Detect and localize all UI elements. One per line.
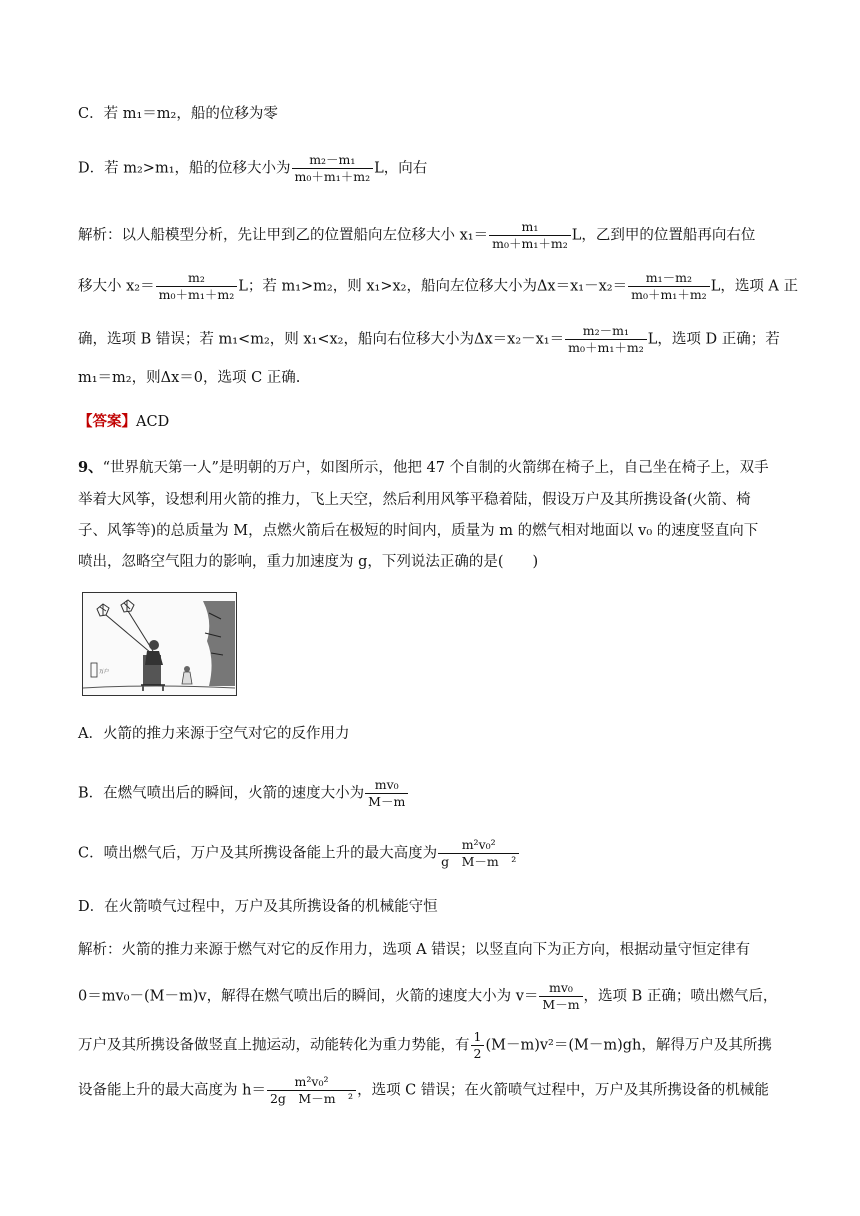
fraction: $\frac{\text{m₁}}{\text{m₀＋m₁＋m₂}}$ bbox=[489, 219, 571, 252]
option-a: A．火箭的推力来源于空气对它的反作用力 bbox=[78, 726, 350, 742]
analysis9-line-2: 0＝mv₀－(M－m)v，解得在燃气喷出后的瞬间，火箭的速度大小为 v＝ $\frac{\text{mv₀}}{M-m}$ ，选项 B 正确；喷出燃气后， bbox=[78, 980, 778, 1012]
analysis9-line-4: 设备能上升的最大高度为 h＝ $\frac{\text{m²v₀²}}{\text{2g M－m ²}}$ ，选项 C 错误；在火箭喷气过程中，万户及其所携设备的机械能 bbox=[78, 1074, 769, 1106]
wan-hu-illustration bbox=[82, 592, 237, 696]
analysis9-line-3: 万户及其所携设备做竖直上抛运动，动能转化为重力势能，有 $\frac{1}{2}$ (M－m)v²＝(M－m)gh，解得万户及其所携 bbox=[78, 1029, 772, 1061]
answer-tag: 【答案】 bbox=[78, 413, 136, 430]
question-9-line-4: 喷出，忽略空气阻力的影响，重力加速度为 g，下列说法正确的是( ) bbox=[78, 554, 539, 570]
analysis-line-2: 移大小 x₂＝ $\frac{\text{m₂}}{\text{m₀＋m₁＋m₂}}$ L；若 m₁>m₂，则 x₁>x₂，船向左位移大小为Δx＝x₁－x₂＝ $\frac{\text{m₁－m₂}}{\text{m₀＋m₁＋m₂}}$ L，选项 A 正 bbox=[78, 270, 799, 302]
analysis-line-4: m₁＝m₂，则Δx＝0，选项 C 正确. bbox=[78, 370, 301, 386]
seal-text: 万户 bbox=[99, 669, 110, 675]
question-9-line-2: 举着大风筝，设想利用火箭的推力，飞上天空，然后利用风筝平稳着陆，假设万户及其所携设备(火箭、椅 bbox=[78, 492, 751, 508]
answer-line bbox=[78, 411, 169, 433]
fraction: $\frac{\text{m²v₀²}}{\text{g M－m ²}}$ bbox=[438, 837, 519, 870]
question-9-line-3: 子、风筝等)的总质量为 M，点燃火箭后在极短的时间内，质量为 m 的燃气相对地面以 v₀ 的速度竖直向下 bbox=[78, 523, 759, 539]
answer-value: ACD bbox=[136, 414, 170, 430]
fraction: $\frac{\text{m₂}}{\text{m₀＋m₁＋m₂}}$ bbox=[156, 270, 238, 303]
analysis-line-3: 确，选项 B 错误；若 m₁<m₂，则 x₁<x₂，船向右位移大小为Δx＝x₂－x₁＝ $\frac{\text{m₂－m₁}}{\text{m₀＋m₁＋m₂}}$ L，选项 D 正确；若 bbox=[78, 323, 780, 355]
question-number: 9、 bbox=[78, 459, 103, 476]
option-b: B．在燃气喷出后的瞬间，火箭的速度大小为 $\frac{\text{mv₀}}{M-m}$ bbox=[78, 777, 409, 810]
analysis9-line-1: 解析：火箭的推力来源于燃气对它的反作用力，选项 A 错误；以竖直向下为正方向，根据动量守恒定律有 bbox=[78, 942, 751, 958]
option-d: D．在火箭喷气过程中，万户及其所携设备的机械能守恒 bbox=[78, 899, 438, 915]
fraction: $\frac{\text{m₂－m₁}}{\text{m₀＋m₁＋m₂}}$ bbox=[292, 152, 374, 185]
fraction: $\frac{\text{mv₀}}{M-m}$ bbox=[539, 980, 582, 1013]
wan-hu-rocket-chair-illustration bbox=[83, 593, 235, 694]
analysis-line-1: 解析：以人船模型分析，先让甲到乙的位置船向左位移大小 x₁＝ $\frac{\text{m₁}}{\text{m₀＋m₁＋m₂}}$ L，乙到甲的位置船再向右位 bbox=[78, 219, 756, 251]
question-9-line-1: 9、“世界航天第一人”是明朝的万户，如图所示，他把 47 个自制的火箭绑在椅子上，自己坐在椅子上，双手 bbox=[78, 459, 769, 476]
option-d-prev: D．若 m₂>m₁，船的位移大小为 $\frac{\text{m₂－m₁}}{\text{m₀＋m₁＋m₂}}$ L，向右 bbox=[78, 152, 428, 184]
option-c-prev: C．若 m₁＝m₂，船的位移为零 bbox=[78, 106, 278, 122]
fraction: $\frac{1}{2}$ bbox=[471, 1029, 485, 1062]
fraction: $\frac{\text{m₁－m₂}}{\text{m₀＋m₁＋m₂}}$ bbox=[628, 270, 710, 303]
option-c: C．喷出燃气后，万户及其所携设备能上升的最大高度为 $\frac{\text{m²v₀²}}{\text{g M－m ²}}$ bbox=[78, 837, 520, 870]
fraction: $\frac{\text{m²v₀²}}{\text{2g M－m ²}}$ bbox=[267, 1074, 356, 1107]
fraction: $\frac{\text{mv₀}}{M-m}$ bbox=[365, 777, 408, 810]
fraction: $\frac{\text{m₂－m₁}}{\text{m₀＋m₁＋m₂}}$ bbox=[565, 323, 647, 356]
